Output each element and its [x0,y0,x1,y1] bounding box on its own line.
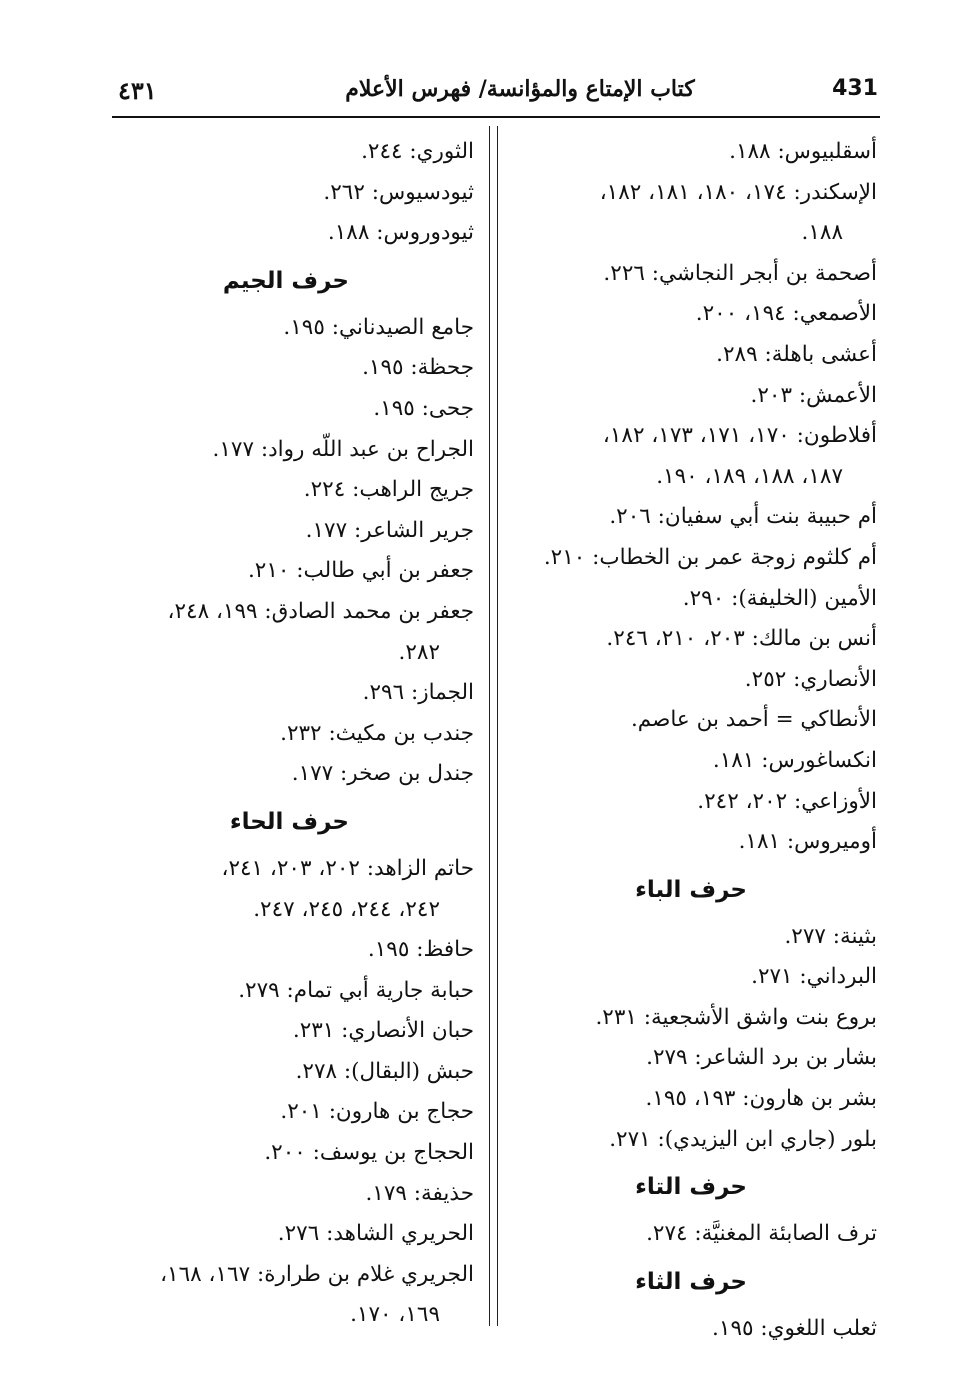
index-entry: الحريري الشاهد: ٢٧٦. [277,1221,474,1247]
index-entry: الأعمش: ٢٠٣. [750,382,877,408]
index-entry: ثيودسيوس: ٢٦٢. [323,179,474,205]
index-entry: جحى: ١٩٥. [373,395,474,421]
page-header [110,72,880,116]
index-entry: حاتم الزاهد: ٢٠٢، ٢٠٣، ٢٤١، [221,855,474,881]
index-entry: الجماز: ٢٩٦. [362,680,474,706]
section-heading: حرف التاء [635,1174,747,1201]
column-divider [489,126,490,1326]
index-entry: أم حبيبة بنت أبي سفيان: ٢٠٦. [609,504,877,530]
index-entry: انكساغورس: ١٨١. [712,747,877,773]
index-entry: ترف الصابئة المغنيَّة: ٢٧٤. [646,1221,877,1247]
section-heading: حرف الثاء [635,1268,747,1295]
index-entry: حذيفة: ١٧٩. [365,1180,474,1206]
running-title: كتاب الإمتاع والمؤانسة/ فهرس الأعلام [345,76,695,102]
index-entry-continuation: ٢٨٢. [398,639,440,665]
index-entry: جعفر بن أبي طالب: ٢١٠. [247,558,474,584]
index-entry: حبابة جارية أبي تمام: ٢٧٩. [238,977,474,1003]
index-entry: الجريري غلام بن طرارة: ١٦٧، ١٦٨، [160,1261,474,1287]
index-entry: البرداني: ٢٧١. [751,964,877,990]
index-entry-continuation: ١٦٩، ١٧٠. [350,1302,440,1328]
index-entry: الأنطاكي = أحمد بن عاصم. [630,707,877,733]
index-entry: بروع بنت واشق الأشجعية: ٢٣١. [595,1004,877,1030]
index-entry: بشار بن برد الشاعر: ٢٧٩. [646,1045,877,1071]
index-entry: الجراح بن عبد اللّه رواد: ١٧٧. [212,436,474,462]
index-entry: جامع الصيدناني: ١٩٥. [283,314,474,340]
index-entry: حجاج بن هارون: ٢٠١. [280,1099,474,1125]
index-entry: أعشى باهلة: ٢٨٩. [716,341,877,367]
index-entry: الأوزاعي: ٢٠٢، ٢٤٢. [697,788,877,814]
index-entry: جندل بن صخر: ١٧٧. [291,761,474,787]
index-entry: أم كلثوم زوجة عمر بن الخطاب: ٢١٠. [543,544,877,570]
index-entry: الحجاج بن يوسف: ٢٠٠. [264,1140,474,1166]
section-heading: حرف الباء [635,876,747,903]
index-entry: بشر بن هارون: ١٩٣، ١٩٥. [645,1086,877,1112]
section-heading: حرف الحاء [229,808,349,835]
index-entry: الأنصاري: ٢٥٢. [744,666,877,692]
index-entry-continuation: ٢٤٢، ٢٤٤، ٢٤٥، ٢٤٧. [253,896,440,922]
index-entry: جرير الشاعر: ١٧٧. [305,517,474,543]
index-entry: الثوري: ٢٤٤. [361,139,474,164]
index-entry: جندب بن مكيث: ٢٣٢. [280,720,474,746]
index-entry: حبان الأنصاري: ٢٣١. [292,1018,474,1044]
index-entry: جعفر بن محمد الصادق: ١٩٩، ٢٤٨، [167,598,474,624]
index-entry: جريج الراهب: ٢٢٤. [303,477,474,503]
section-heading: حرف الجيم [222,267,349,294]
index-entry: أصحمة بن أبجر النجاشي: ٢٢٦. [603,260,877,286]
index-entry: بلور (جاري ابن اليزيدي): ٢٧١. [609,1126,877,1152]
index-entry: ثعلب اللغوي: ١٩٥. [712,1315,877,1341]
index-entry: أنس بن مالك: ٢٠٣، ٢١٠، ٢٤٦. [606,626,877,652]
index-entry: أفلاطون: ١٧٠، ١٧١، ١٧٣، ١٨٢، [602,423,877,449]
page-number-arabic: ٤٣١ [118,76,157,105]
index-column-left [110,132,474,1336]
index-entry: حبش (البقال): ٢٧٨. [295,1058,474,1084]
index-entry: الأصمعي: ١٩٤، ٢٠٠. [695,301,877,327]
index-entry: أوميروس: ١٨١. [738,829,877,855]
header-rule [112,116,880,118]
column-divider [497,126,498,1326]
index-entry-continuation: ١٨٧، ١٨٨، ١٨٩، ١٩٠. [656,463,843,489]
index-entry: ثيودوروس: ١٨٨. [327,220,474,246]
index-entry: أسقلبيوس: ١٨٨. [729,139,877,164]
index-entry: الإسكندر: ١٧٤، ١٨٠، ١٨١، ١٨٢، [599,179,877,205]
page-number-latin: 431 [832,76,878,101]
index-entry: الأمين (الخليفة): ٢٩٠. [682,585,877,611]
index-entry: حافظ: ١٩٥. [367,937,474,963]
index-entry: جحظة: ١٩٥. [362,355,474,381]
index-entry: بثينة: ٢٧٧. [784,923,877,949]
index-entry-continuation: ١٨٨. [801,220,843,246]
index-column-right [515,132,877,1349]
